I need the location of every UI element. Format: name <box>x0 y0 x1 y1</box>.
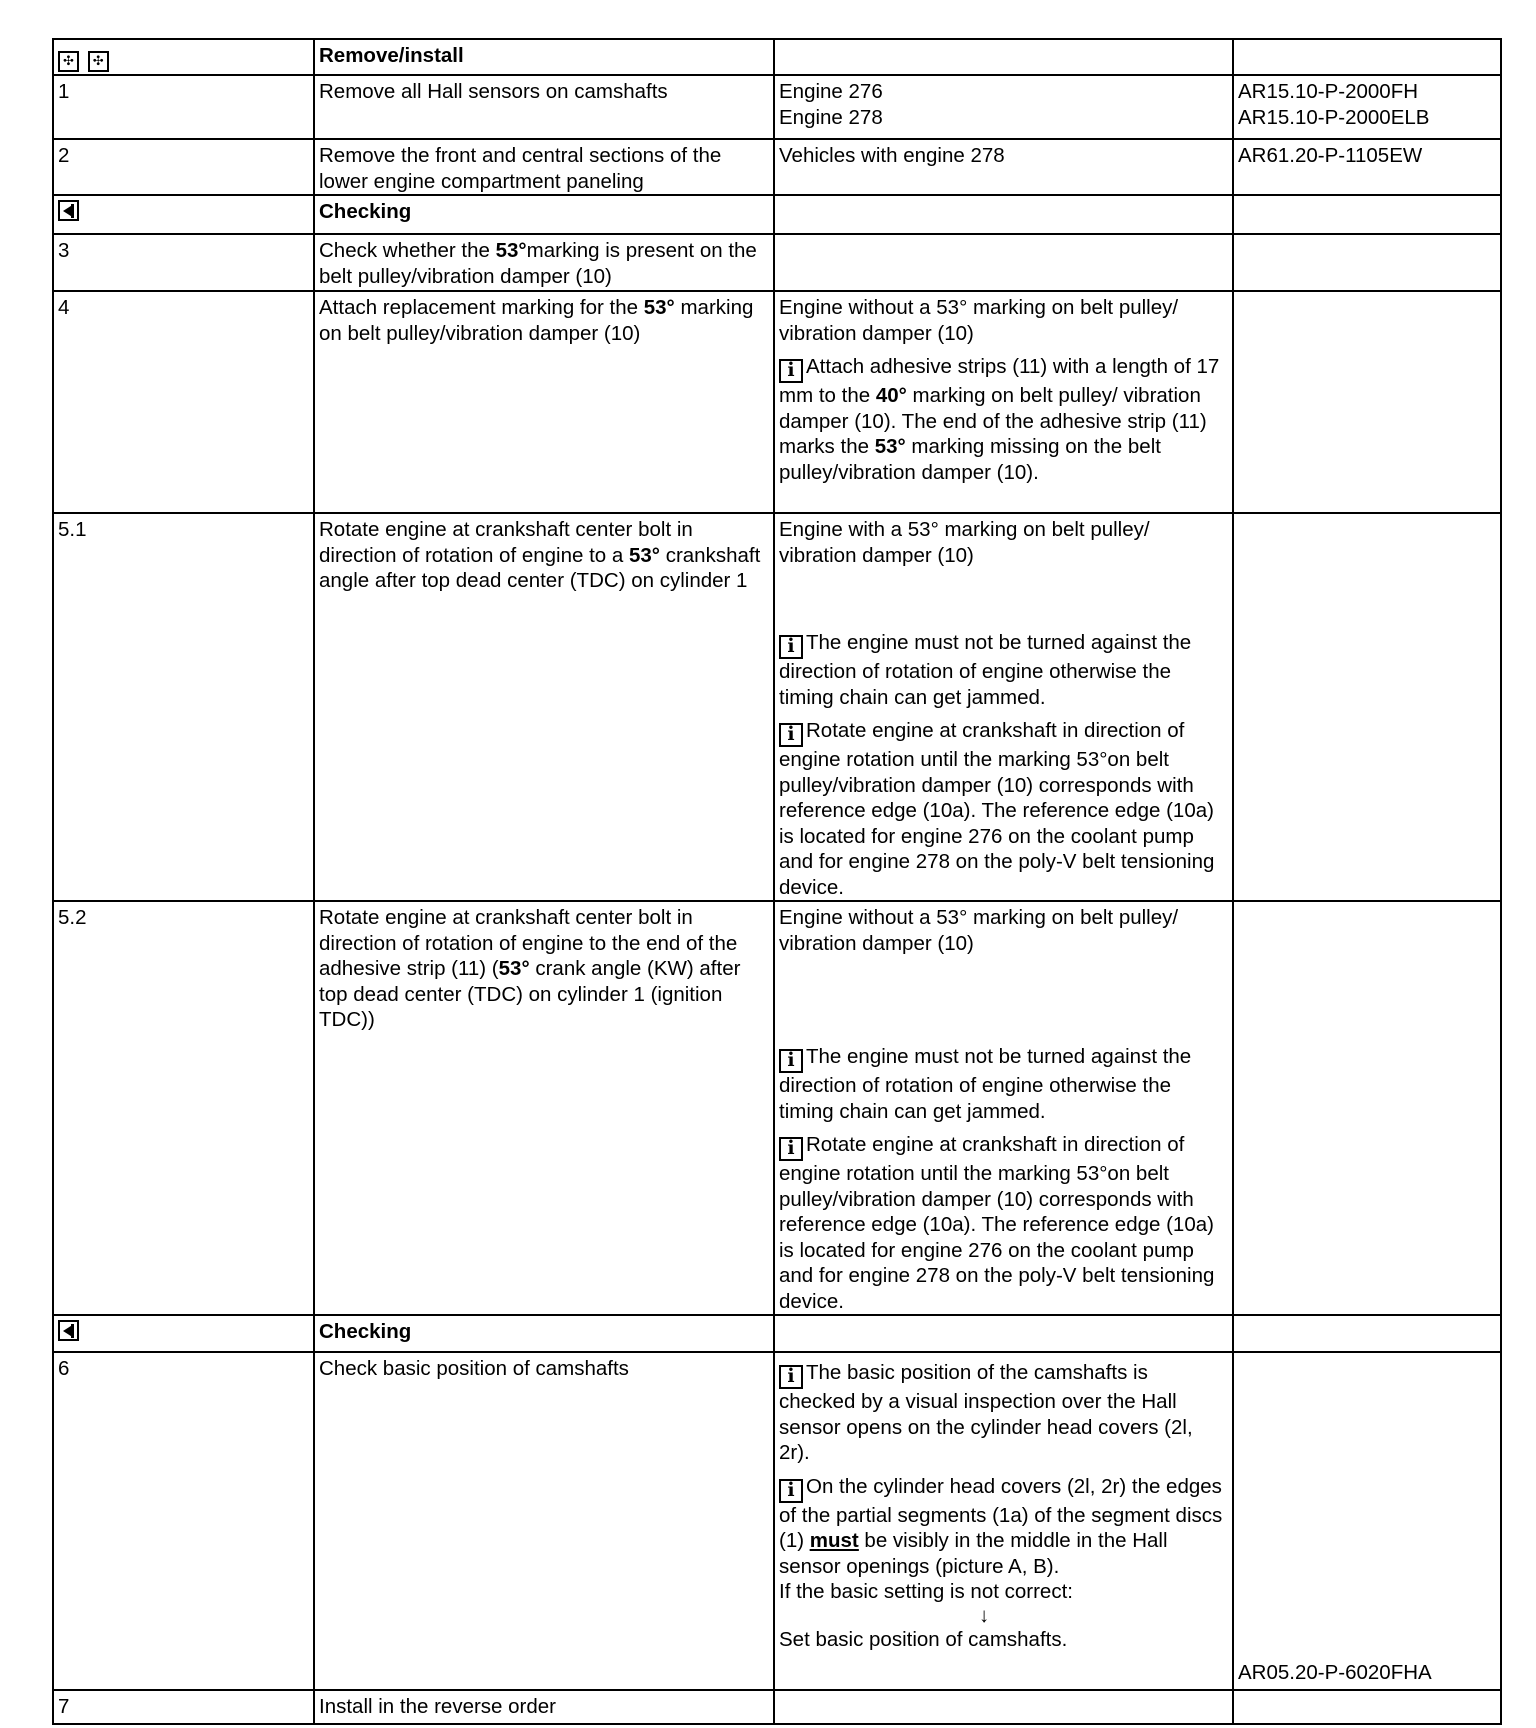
info-note: i Rotate engine at crankshaft in direction of engine rotation until the marking 53°on belt pulley/vibration damper (10) corresponds with reference edge (10a). The reference edge (10a) is located for engine 276 on the coolant pump and for engine 278 on the poly-V belt tensioning device. <box>779 1133 1215 1313</box>
step-number: 5.2 <box>53 901 314 1315</box>
section-title: Checking <box>319 200 412 223</box>
info-icon: i <box>779 1137 803 1161</box>
info-note: i The engine must not be turned against the direction of rotation of engine otherwise the timing chain can get jammed. <box>779 1045 1192 1123</box>
step-number: 3 <box>53 234 314 291</box>
info-note: i The basic position of the camshafts is checked by a visual inspection over the Hall sensor opens on the cylinder head covers (2l, 2r). <box>779 1361 1193 1464</box>
info-icon: i <box>779 1479 803 1503</box>
info-icon: i <box>779 723 803 747</box>
procedure-table <box>52 38 1502 1725</box>
condition: Engine 276 <box>779 80 883 103</box>
table-row <box>53 1690 1501 1724</box>
condition: Engine with a 53° marking on belt pulley/ vibration damper (10) <box>779 518 1150 567</box>
table-row <box>53 75 1501 139</box>
step-action: Attach replacement marking for the 53° marking on belt pulley/vibration damper (10) <box>314 291 774 513</box>
step-number: 2 <box>53 139 314 195</box>
info-icon: i <box>779 1365 803 1389</box>
checking-icon <box>58 200 79 221</box>
step-number: 5.1 <box>53 513 314 901</box>
expand-icon[interactable]: ✣ <box>58 51 79 72</box>
info-note: i The engine must not be turned against the direction of rotation of engine otherwise the timing chain can get jammed. <box>779 631 1192 709</box>
condition: Vehicles with engine 278 <box>774 139 1233 195</box>
step-action: Check whether the 53°marking is present on the belt pulley/vibration damper (10) <box>314 234 774 291</box>
step-action: Rotate engine at crankshaft center bolt in direction of rotation of engine to a 53° crankshaft angle after top dead center (TDC) on cylinder 1 <box>314 513 774 901</box>
condition-action: Set basic position of camshafts. <box>779 1627 1068 1651</box>
table-row <box>53 234 1501 291</box>
condition: Engine without a 53° marking on belt pulley/ vibration damper (10) <box>779 296 1179 345</box>
table-row <box>53 139 1501 195</box>
step-action: Install in the reverse order <box>314 1690 774 1724</box>
step-action: Remove all Hall sensors on camshafts <box>314 75 774 139</box>
condition: Engine without a 53° marking on belt pulley/ vibration damper (10) <box>779 906 1179 955</box>
reference-link[interactable]: AR15.10-P-2000ELB <box>1238 105 1430 129</box>
step-action: Rotate engine at crankshaft center bolt in direction of rotation of engine to the end of the adhesive strip (11) (53° crank angle (KW) after top dead center (TDC) on cylinder 1 (ignition TDC)) <box>314 901 774 1315</box>
table-row <box>53 901 1501 1315</box>
step-action: Remove the front and central sections of the lower engine compartment paneling <box>314 139 774 195</box>
section-title: Checking <box>319 1320 412 1343</box>
arrow-down-icon: ↓ <box>979 1603 990 1627</box>
section-row <box>53 1315 1501 1352</box>
info-icon: i <box>779 1049 803 1073</box>
header-row <box>53 39 1501 75</box>
condition: If the basic setting is not correct: <box>779 1580 1073 1603</box>
step-number: 6 <box>53 1352 314 1690</box>
info-note: i Rotate engine at crankshaft in direction of engine rotation until the marking 53°on belt pulley/vibration damper (10) corresponds with reference edge (10a). The reference edge (10a) is located for engine 276 on the coolant pump and for engine 278 on the poly-V belt tensioning device. <box>779 719 1215 899</box>
info-note: i On the cylinder head covers (2l, 2r) the edges of the partial segments (1a) of the segment discs (1) must be visibly in the middle in the Hall sensor openings (picture A, B). <box>779 1474 1223 1578</box>
reference-link[interactable]: AR15.10-P-2000FH <box>1238 80 1419 103</box>
step-number: 7 <box>53 1690 314 1724</box>
step-action: Check basic position of camshafts <box>314 1352 774 1690</box>
info-note: i Attach adhesive strips (11) with a length of 17 mm to the 40° marking on belt pulley/ vibration damper (10). The end of the adhesive strip (11) marks the 53° marking missing on the belt pulley/vibration damper (10). <box>779 355 1220 484</box>
step-number: 1 <box>53 75 314 139</box>
reference-link[interactable]: AR61.20-P-1105EW <box>1233 139 1501 195</box>
info-icon: i <box>779 635 803 659</box>
checking-icon <box>58 1320 79 1341</box>
condition: Engine 278 <box>779 105 883 129</box>
section-title: Remove/install <box>319 44 464 67</box>
collapse-icon[interactable]: ✣ <box>88 51 109 72</box>
table-row <box>53 291 1501 513</box>
info-icon: i <box>779 359 803 383</box>
reference-link[interactable]: AR05.20-P-6020FHA <box>1233 1352 1501 1690</box>
table-row <box>53 513 1501 901</box>
step-number: 4 <box>53 291 314 513</box>
table-row <box>53 1352 1501 1690</box>
section-row <box>53 195 1501 234</box>
